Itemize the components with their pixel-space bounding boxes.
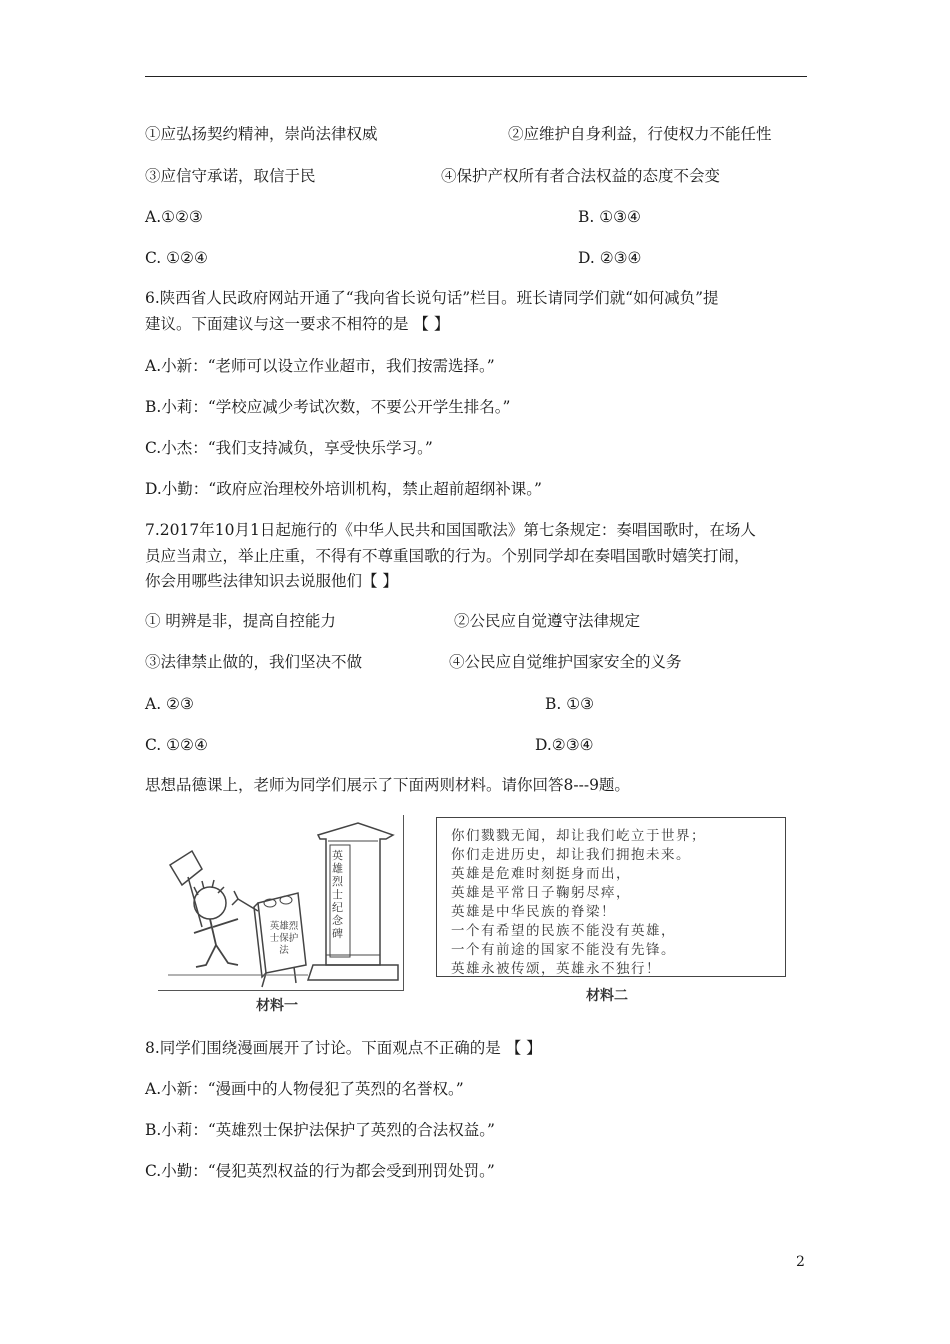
q7-option-d: D.②③④	[535, 736, 594, 754]
poem-line: 你们戮戮无闻，却让我们屹立于世界；	[451, 828, 706, 844]
q7-option-c: C. ①②④	[145, 736, 208, 754]
q7-statement-2: ②公民应自觉遵守法律规定	[454, 612, 641, 630]
q6-option-a: A.小新：“老师可以设立作业超市，我们按需选择。”	[145, 357, 495, 375]
q5-option-b: B. ①③④	[578, 208, 641, 226]
q7-stem-line-3: 你会用哪些法律知识去说服他们【 】	[145, 572, 398, 590]
poem-line: 英雄是平常日子鞠躬尽瘁，	[451, 885, 631, 901]
material-one-cartoon	[158, 815, 404, 991]
q7-option-b: B. ①③	[545, 695, 595, 713]
q5-statement-2: ②应维护自身利益，行使权力不能任性	[508, 125, 772, 143]
material-two-poem	[436, 817, 786, 977]
q7-stem-line-2: 员应当肃立，举止庄重，不得有不尊重国歌的行为。个别同学却在奏唱国歌时嬉笑打闹，	[145, 547, 750, 565]
q7-statement-1: ① 明辨是非，提高自控能力	[145, 612, 336, 630]
poem-line: 一个有希望的民族不能没有英雄，	[451, 923, 676, 939]
page-number: 2	[796, 1254, 805, 1270]
q8-stem: 8.同学们围绕漫画展开了讨论。下面观点不正确的是 【 】	[145, 1039, 542, 1057]
q6-option-b: B.小莉：“学校应减少考试次数，不要公开学生排名。”	[145, 398, 511, 416]
q8-option-c: C.小勤：“侵犯英烈权益的行为都会受到刑罚处罚。”	[145, 1162, 495, 1180]
q8-option-b: B.小莉：“英雄烈士保护法保护了英烈的合法权益。”	[145, 1121, 495, 1139]
header-rule	[145, 76, 807, 77]
q7-stem-line-1: 7.2017年10月1日起施行的《中华人民共和国国歌法》第七条规定：奏唱国歌时，在场人	[145, 521, 756, 539]
q5-statement-1: ①应弘扬契约精神，崇尚法律权威	[145, 125, 378, 143]
poem-line: 英雄是危难时刻挺身而出，	[451, 866, 631, 882]
q7-option-a: A. ②③	[145, 695, 194, 713]
poem-line: 英雄是中华民族的脊梁！	[451, 904, 616, 920]
q5-statement-4: ④保护产权所有者合法权益的态度不会变	[441, 167, 721, 185]
q6-option-d: D.小勤：“政府应治理校外培训机构，禁止超前超纲补课。”	[145, 480, 542, 498]
q6-option-c: C.小杰：“我们支持减负，享受快乐学习。”	[145, 439, 433, 457]
q7-statement-4: ④公民应自觉维护国家安全的义务	[449, 653, 682, 671]
book-cover-title: 英雄烈士保护法	[269, 921, 299, 956]
q5-option-a: A.①②③	[145, 208, 203, 226]
materials-intro: 思想品德课上，老师为同学们展示了下面两则材料。请你回答8---9题。	[145, 776, 630, 794]
poem-line: 一个有前途的国家不能没有先锋。	[451, 942, 676, 958]
q6-stem-line-1: 6.陕西省人民政府网站开通了“我向省长说句话”栏目。班长请同学们就“如何减负”提	[145, 289, 719, 307]
q7-statement-3: ③法律禁止做的，我们坚决不做	[145, 653, 363, 671]
q8-option-a: A.小新：“漫画中的人物侵犯了英烈的名誉权。”	[145, 1080, 464, 1098]
caption-material-two: 材料二	[586, 988, 628, 1004]
poem-line: 英雄永被传颂，英雄永不独行！	[451, 961, 661, 977]
q6-stem-line-2: 建议。下面建议与这一要求不相符的是 【 】	[145, 315, 450, 333]
cartoon-illustration	[158, 815, 403, 990]
caption-material-one: 材料一	[256, 998, 298, 1014]
q5-option-d: D. ②③④	[578, 249, 642, 267]
poem-line: 你们走进历史，却让我们拥抱未来。	[451, 847, 691, 863]
materials-figure	[158, 815, 788, 1015]
q5-statement-3: ③应信守承诺，取信于民	[145, 167, 316, 185]
q5-option-c: C. ①②④	[145, 249, 208, 267]
monument-inscription: 英雄烈士纪念碑	[332, 849, 343, 940]
